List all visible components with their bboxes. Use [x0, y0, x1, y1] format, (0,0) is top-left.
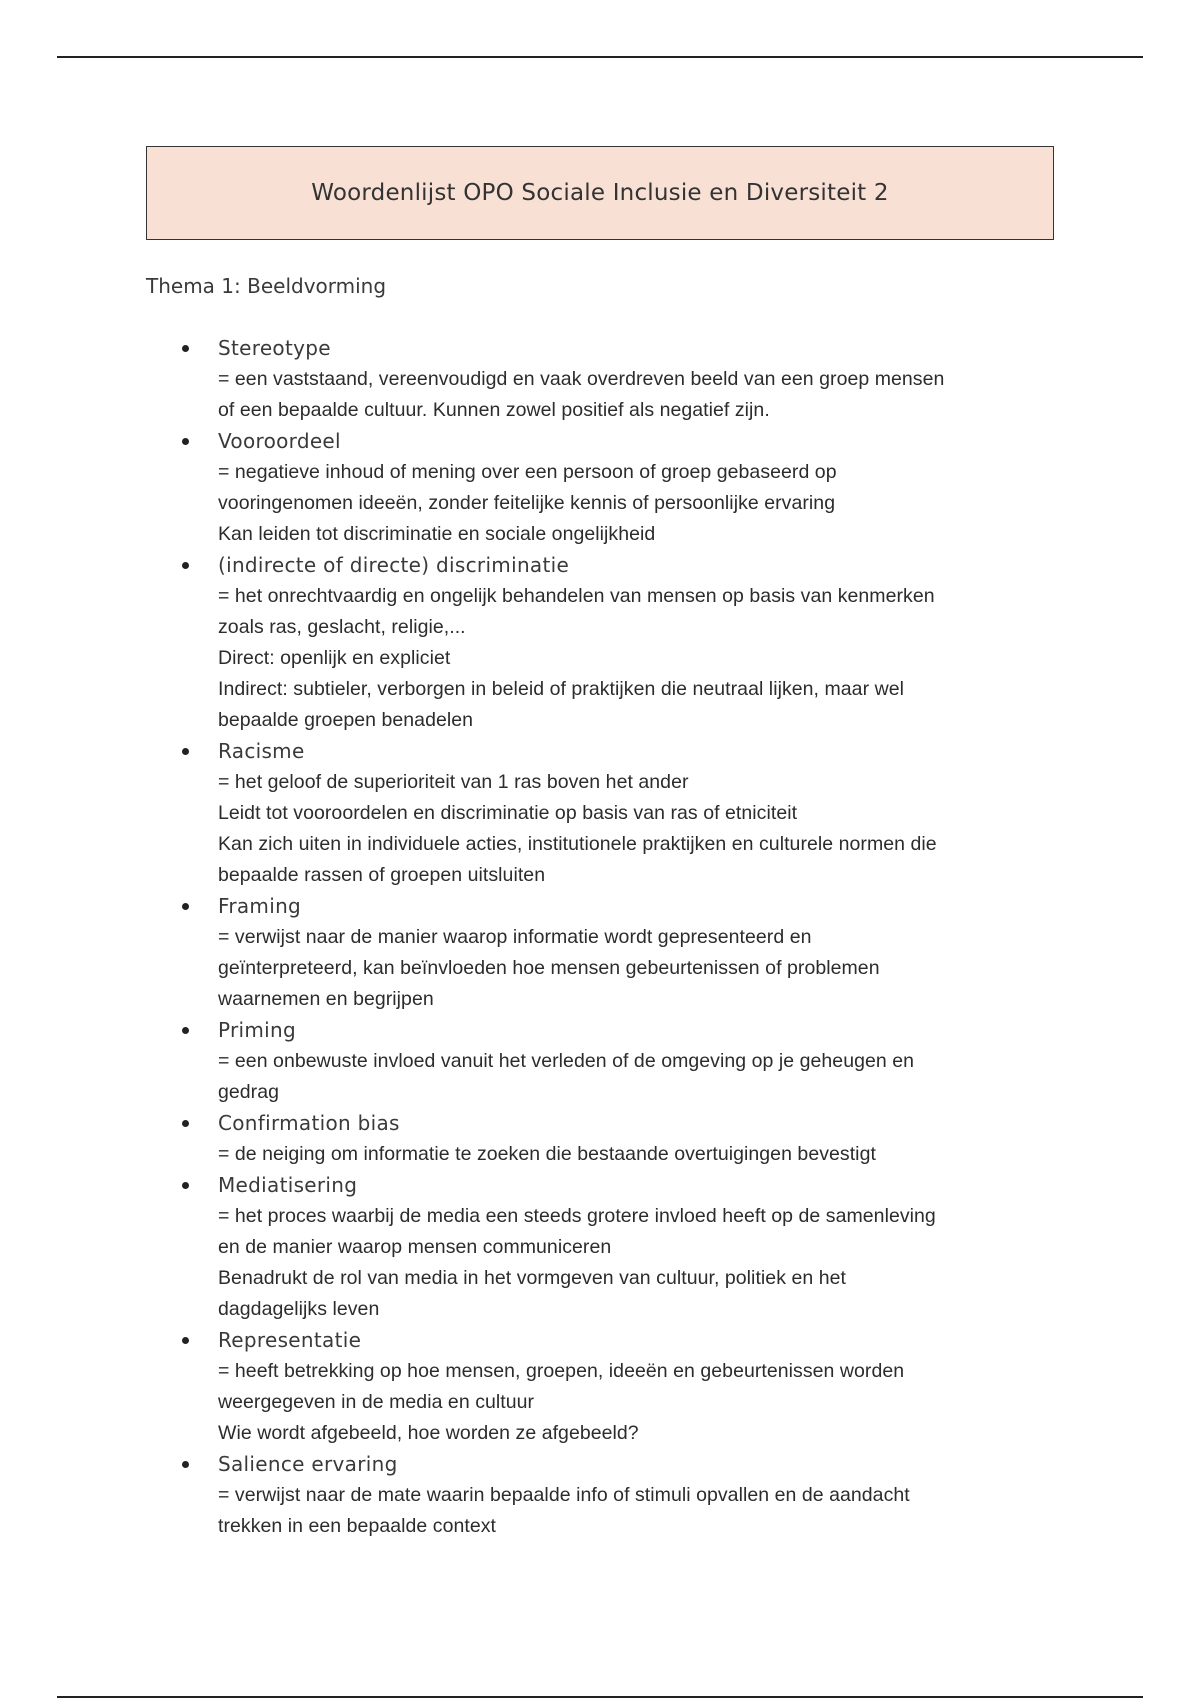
glossary-definition-line: gedrag	[218, 1081, 280, 1103]
glossary-item	[146, 1325, 1066, 1449]
glossary-definition-line: bepaalde rassen of groepen uitsluiten	[218, 864, 546, 886]
glossary-item	[146, 1108, 1066, 1170]
bullet-icon	[182, 1337, 189, 1344]
glossary-list	[146, 333, 1066, 1542]
glossary-item	[146, 891, 1066, 1015]
bullet-icon	[182, 1182, 189, 1189]
glossary-definition-line: Wie wordt afgebeeld, hoe worden ze afgebeeld?	[218, 1422, 639, 1444]
glossary-definition-line: Direct: openlijk en expliciet	[218, 647, 451, 669]
glossary-definition-line: trekken in een bepaalde context	[218, 1515, 496, 1537]
glossary-definition-line: = heeft betrekking op hoe mensen, groepen, ideeën en gebeurtenissen worden	[218, 1360, 905, 1382]
glossary-definition-line: dagdagelijks leven	[218, 1298, 380, 1320]
glossary-definition-line: Kan zich uiten in individuele acties, institutionele praktijken en culturele normen die	[218, 833, 937, 855]
glossary-definition-line: en de manier waarop mensen communiceren	[218, 1236, 612, 1258]
glossary-definition-line: = het onrechtvaardig en ongelijk behandelen van mensen op basis van kenmerken	[218, 585, 935, 607]
glossary-definition-line: weergegeven in de media en cultuur	[218, 1391, 535, 1413]
glossary-definition-line: Benadrukt de rol van media in het vormgeven van cultuur, politiek en het	[218, 1267, 846, 1289]
glossary-item	[146, 1170, 1066, 1325]
glossary-definition-line: geïnterpreteerd, kan beïnvloeden hoe mensen gebeurtenissen of problemen	[218, 957, 880, 979]
theme-heading: Thema 1: Beeldvorming	[146, 274, 387, 298]
glossary-term: Salience ervaring	[218, 1452, 398, 1476]
glossary-definition-line: = de neiging om informatie te zoeken die bestaande overtuigingen bevestigt	[218, 1143, 876, 1165]
glossary-definition-line: = verwijst naar de mate waarin bepaalde info of stimuli opvallen en de aandacht	[218, 1484, 910, 1506]
glossary-definition-line: zoals ras, geslacht, religie,...	[218, 616, 466, 638]
glossary-definition-line: = een onbewuste invloed vanuit het verleden of de omgeving op je geheugen en	[218, 1050, 915, 1072]
glossary-definition-line: Leidt tot vooroordelen en discriminatie op basis van ras of etniciteit	[218, 802, 798, 824]
document-title: Woordenlijst OPO Sociale Inclusie en Diversiteit 2	[311, 180, 889, 206]
glossary-definition-line: = een vaststaand, vereenvoudigd en vaak overdreven beeld van een groep mensen	[218, 368, 945, 390]
bullet-icon	[182, 1027, 189, 1034]
glossary-term: Vooroordeel	[218, 429, 341, 453]
bullet-icon	[182, 562, 189, 569]
glossary-definition-line: Indirect: subtieler, verborgen in beleid of praktijken die neutraal lijken, maar wel	[218, 678, 904, 700]
glossary-term: Representatie	[218, 1328, 362, 1352]
glossary-term: (indirecte of directe) discriminatie	[218, 553, 570, 577]
glossary-definition-line: = het geloof de superioriteit van 1 ras boven het ander	[218, 771, 689, 793]
glossary-item	[146, 333, 1066, 426]
glossary-definition-line: waarnemen en begrijpen	[218, 988, 434, 1010]
bullet-icon	[182, 438, 189, 445]
glossary-term: Stereotype	[218, 336, 331, 360]
glossary-term: Framing	[218, 894, 302, 918]
glossary-item	[146, 550, 1066, 736]
bullet-icon	[182, 903, 189, 910]
glossary-term: Confirmation bias	[218, 1111, 400, 1135]
glossary-definition-line: Kan leiden tot discriminatie en sociale ongelijkheid	[218, 523, 656, 545]
glossary-definition-line: vooringenomen ideeën, zonder feitelijke kennis of persoonlijke ervaring	[218, 492, 836, 514]
glossary-definition-line: of een bepaalde cultuur. Kunnen zowel positief als negatief zijn.	[218, 399, 770, 421]
glossary-item	[146, 1449, 1066, 1542]
bullet-icon	[182, 345, 189, 352]
glossary-item	[146, 736, 1066, 891]
glossary-definition-line: bepaalde groepen benadelen	[218, 709, 474, 731]
top-rule	[57, 56, 1143, 58]
glossary-definition-line: = negatieve inhoud of mening over een persoon of groep gebaseerd op	[218, 461, 837, 483]
bullet-icon	[182, 1120, 189, 1127]
glossary-term: Priming	[218, 1018, 296, 1042]
glossary-definition-line: = het proces waarbij de media een steeds grotere invloed heeft op de samenleving	[218, 1205, 936, 1227]
bullet-icon	[182, 748, 189, 755]
glossary-definition-line: = verwijst naar de manier waarop informatie wordt gepresenteerd en	[218, 926, 812, 948]
bottom-rule	[57, 1696, 1143, 1698]
bullet-icon	[182, 1461, 189, 1468]
title-box	[146, 146, 1054, 240]
glossary-item	[146, 1015, 1066, 1108]
glossary-term: Mediatisering	[218, 1173, 358, 1197]
glossary-item	[146, 426, 1066, 550]
glossary-term: Racisme	[218, 739, 305, 763]
